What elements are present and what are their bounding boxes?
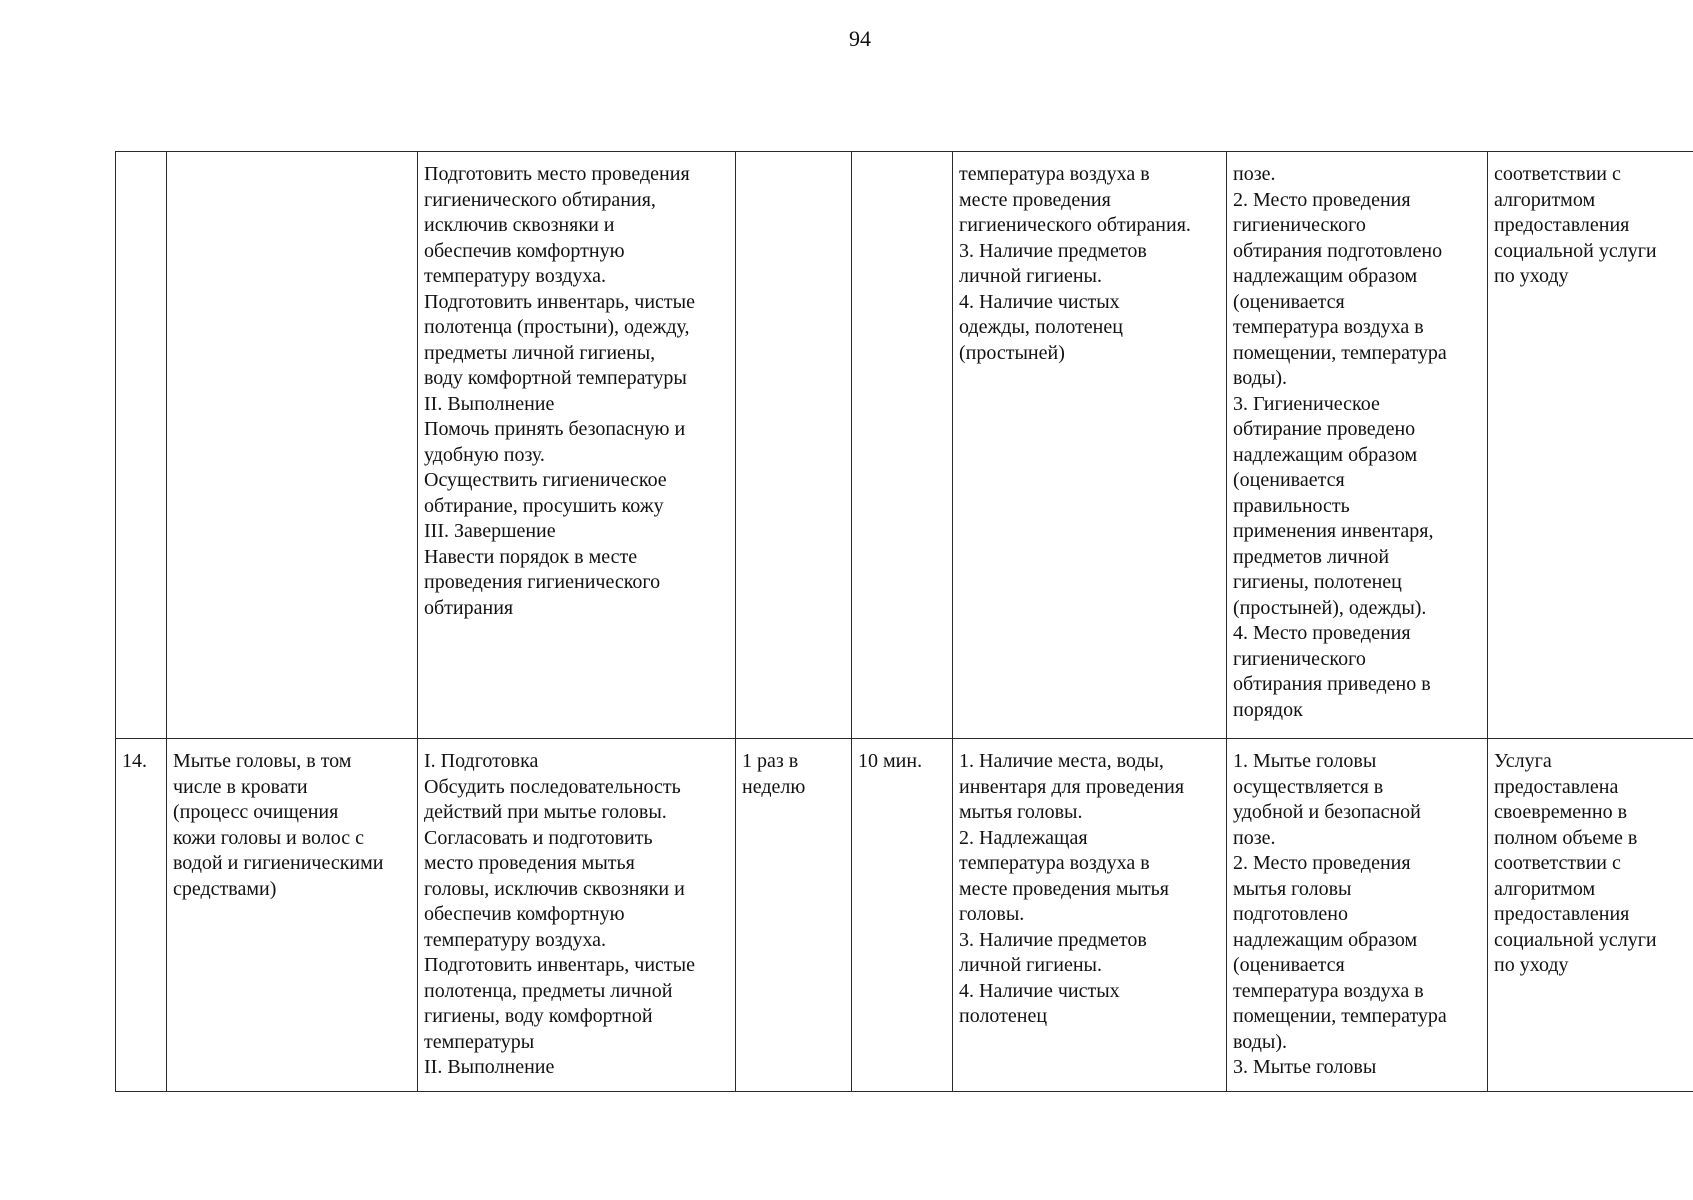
cell-text-line: по уходу <box>1494 954 1569 976</box>
cell-text-line: социальной услуги <box>1494 928 1657 951</box>
cell-text-line: инвентаря для проведения <box>959 775 1185 798</box>
page-number: 94 <box>849 26 871 51</box>
cell-text-line: гигиенического обтирания. <box>959 214 1191 236</box>
cell-text-line: алгоритмом <box>1494 188 1596 211</box>
cell-text-line: 1. Наличие места, воды, <box>959 750 1164 772</box>
cell-text-line: гигиены, полотенец <box>1233 571 1402 593</box>
cell-text-line: температуры <box>424 1030 535 1053</box>
cell-conditions <box>953 739 1227 1092</box>
cell-service-name <box>167 152 418 739</box>
cell-text-line: II. Выполнение <box>424 1056 555 1078</box>
cell-text-line: предоставления <box>1494 903 1630 925</box>
cell-text-line: 4. Наличие чистых <box>959 290 1120 313</box>
services-table <box>115 151 1693 1092</box>
cell-text-line: водой и гигиеническими <box>173 852 384 874</box>
cell-text-line: месте проведения <box>959 188 1111 211</box>
cell-number <box>116 739 167 1092</box>
cell-text-line: по уходу <box>1494 265 1569 287</box>
cell-text-line: применения инвентаря, <box>1233 520 1434 542</box>
cell-text-line: Осуществить гигиеническое <box>424 469 667 491</box>
cell-text-line: 14. <box>122 750 147 772</box>
cell-text-line: (оценивается <box>1233 469 1345 491</box>
cell-text-line: социальной услуги <box>1494 239 1657 262</box>
cell-text-line: Подготовить место проведения <box>424 163 690 185</box>
cell-text-line: II. Выполнение <box>424 392 555 415</box>
cell-text-line: гигиены, воду комфортной <box>424 1005 653 1027</box>
cell-text-line: 2. Место проведения <box>1233 852 1411 874</box>
cell-text-line: головы. <box>959 903 1025 925</box>
cell-text-line: (процесс очищения <box>173 801 339 823</box>
cell-text-line: Помочь принять безопасную и <box>424 418 686 440</box>
cell-text-line: 1. Мытье головы <box>1233 750 1377 772</box>
cell-text-line: правильность <box>1233 494 1350 517</box>
cell-text-line: 3. Наличие предметов <box>959 928 1147 951</box>
cell-text-line: неделю <box>742 775 806 798</box>
cell-service-content <box>418 152 736 739</box>
cell-text-line: Услуга <box>1494 750 1552 772</box>
cell-text-line: III. Завершение <box>424 520 556 542</box>
cell-text-line: полотенца (простыни), одежду, <box>424 316 690 338</box>
cell-text-line: удобной и безопасной <box>1233 801 1421 823</box>
cell-text-line: обтирания <box>424 596 514 619</box>
cell-frequency <box>736 739 852 1092</box>
cell-text-line: действий при мытье головы. <box>424 801 667 823</box>
cell-text-line: алгоритмом <box>1494 877 1596 900</box>
cell-text-line: головы, исключив сквозняки и <box>424 877 685 900</box>
cell-text-line: температура воздуха в <box>1233 979 1424 1002</box>
cell-text-line: 2. Место проведения <box>1233 188 1411 211</box>
cell-text-line: (оценивается <box>1233 290 1345 313</box>
cell-text-line: личной гигиены. <box>959 265 1102 287</box>
cell-text-line: гигиенического <box>1233 647 1366 670</box>
cell-text-line: мытья головы <box>1233 877 1352 900</box>
cell-text-line: месте проведения мытья <box>959 877 1169 900</box>
cell-text-line: температуру воздуха. <box>424 928 607 951</box>
cell-text-line: I. Подготовка <box>424 750 539 772</box>
cell-text-line: средствами) <box>173 877 277 900</box>
cell-text-line: (оценивается <box>1233 954 1345 976</box>
cell-text-line: надлежащим образом <box>1233 265 1418 287</box>
cell-text-line: проведения гигиенического <box>424 571 661 593</box>
cell-text-line: 3. Гигиеническое <box>1233 392 1380 415</box>
cell-text-line: предоставлена <box>1494 775 1619 798</box>
cell-frequency <box>736 152 852 739</box>
cell-conditions <box>953 152 1227 739</box>
cell-text-line: полном объеме в <box>1494 826 1638 849</box>
cell-text-line: предоставления <box>1494 214 1630 236</box>
cell-text-line: своевременно в <box>1494 801 1628 823</box>
cell-text-line: 10 мин. <box>858 750 923 772</box>
cell-text-line: обтирание проведено <box>1233 418 1416 440</box>
cell-service-name <box>167 739 418 1092</box>
cell-service-content <box>418 739 736 1092</box>
cell-text-line: полотенец <box>959 1005 1048 1027</box>
cell-text-line: кожи головы и волос с <box>173 826 365 849</box>
cell-text-line: температура воздуха в <box>959 163 1150 185</box>
cell-text-line: Подготовить инвентарь, чистые <box>424 290 695 313</box>
cell-text-line: предметы личной гигиены, <box>424 341 656 364</box>
cell-duration <box>852 739 953 1092</box>
cell-text-line: позе. <box>1233 163 1276 185</box>
cell-text-line: Подготовить инвентарь, чистые <box>424 954 695 976</box>
cell-text-line: одежды, полотенец <box>959 316 1123 338</box>
cell-text-line: 3. Наличие предметов <box>959 239 1147 262</box>
cell-text-line: температура воздуха в <box>1233 316 1424 338</box>
cell-text-line: удобную позу. <box>424 443 545 466</box>
cell-result-assessment <box>1488 739 1693 1092</box>
cell-text-line: гигиенического обтирания, <box>424 188 656 211</box>
cell-text-line: Мытье головы, в том <box>173 750 352 772</box>
cell-text-line: обтирания приведено в <box>1233 673 1431 695</box>
cell-text-line: подготовлено <box>1233 903 1348 925</box>
cell-text-line: воду комфортной температуры <box>424 367 687 389</box>
cell-text-line: 4. Место проведения <box>1233 622 1411 644</box>
cell-text-line: порядок <box>1233 698 1303 721</box>
cell-text-line: личной гигиены. <box>959 954 1102 976</box>
cell-text-line: обтирание, просушить кожу <box>424 494 664 517</box>
cell-text-line: надлежащим образом <box>1233 443 1418 466</box>
cell-text-line: температуру воздуха. <box>424 265 607 287</box>
cell-text-line: 1 раз в <box>742 750 799 772</box>
cell-text-line: 4. Наличие чистых <box>959 979 1120 1002</box>
cell-text-line: соответствии с <box>1494 163 1621 185</box>
cell-quality-indicators <box>1227 739 1488 1092</box>
cell-text-line: температура воздуха в <box>959 852 1150 874</box>
cell-text-line: надлежащим образом <box>1233 928 1418 951</box>
cell-result-assessment <box>1488 152 1693 739</box>
cell-text-line: 3. Мытье головы <box>1233 1056 1377 1078</box>
cell-text-line: воды). <box>1233 367 1288 389</box>
cell-text-line: Навести порядок в месте <box>424 545 638 568</box>
cell-quality-indicators <box>1227 152 1488 739</box>
cell-text-line: (простыней), одежды). <box>1233 596 1427 619</box>
cell-text-line: предметов личной <box>1233 545 1390 568</box>
table-row <box>116 739 1693 1092</box>
cell-text-line: Согласовать и подготовить <box>424 826 653 849</box>
cell-text-line: место проведения мытья <box>424 852 635 874</box>
cell-text-line: исключив сквозняки и <box>424 214 615 236</box>
cell-text-line: обеспечив комфортную <box>424 903 625 925</box>
table-row <box>116 152 1693 739</box>
cell-text-line: обеспечив комфортную <box>424 239 625 262</box>
cell-duration <box>852 152 953 739</box>
cell-text-line: воды). <box>1233 1030 1288 1053</box>
cell-text-line: обтирания подготовлено <box>1233 239 1443 262</box>
cell-text-line: числе в кровати <box>173 775 308 798</box>
cell-text-line: соответствии с <box>1494 852 1621 874</box>
cell-text-line: (простыней) <box>959 341 1065 364</box>
cell-text-line: помещении, температура <box>1233 1005 1447 1027</box>
cell-text-line: 2. Надлежащая <box>959 826 1088 849</box>
cell-number <box>116 152 167 739</box>
cell-text-line: помещении, температура <box>1233 341 1447 364</box>
cell-text-line: полотенца, предметы личной <box>424 979 673 1002</box>
cell-text-line: осуществляется в <box>1233 775 1384 798</box>
cell-text-line: гигиенического <box>1233 214 1366 236</box>
cell-text-line: Обсудить последовательность <box>424 775 681 798</box>
cell-text-line: мытья головы. <box>959 801 1083 823</box>
cell-text-line: позе. <box>1233 826 1276 849</box>
